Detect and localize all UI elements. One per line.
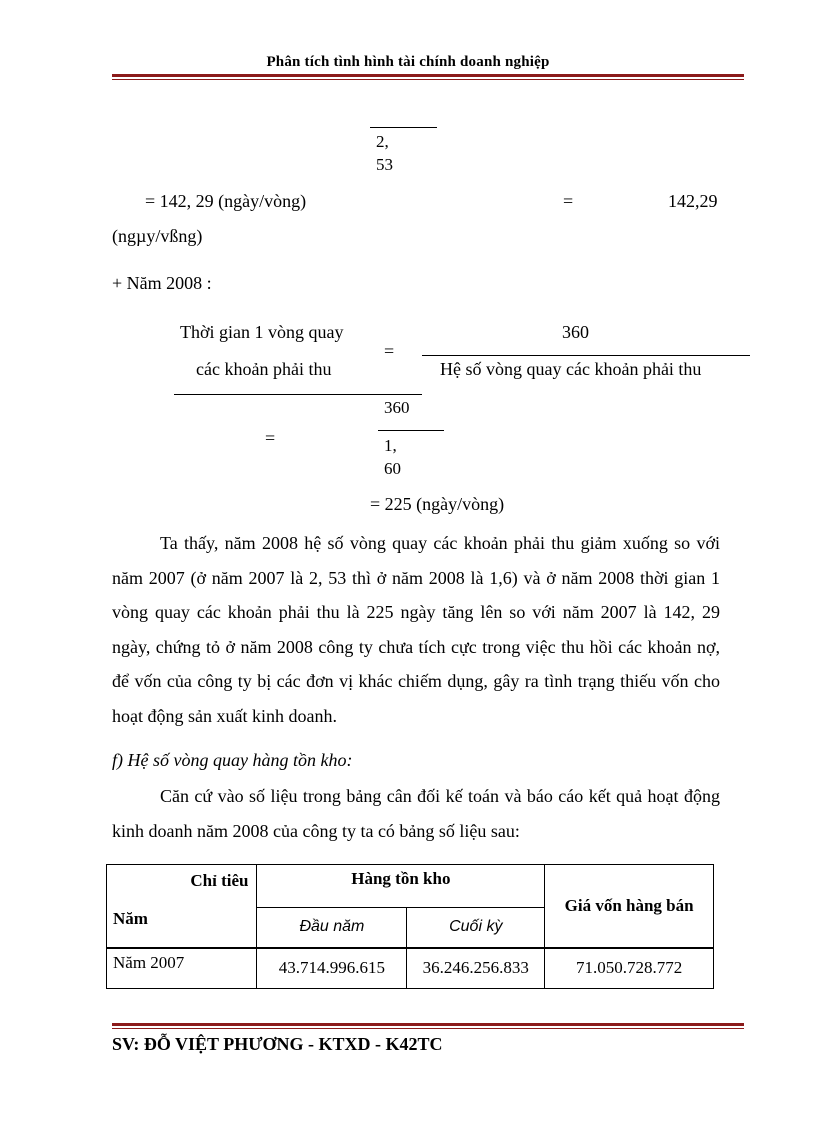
- row-end-value: 36.246.256.833: [407, 948, 545, 988]
- calc-fraction-bar: [378, 430, 444, 431]
- cost-header: Giá vốn hàng bán: [545, 865, 714, 949]
- calc-denominator-part1: 1,: [384, 436, 397, 455]
- section-f-heading: f) Hệ số vòng quay hàng tồn kho:: [112, 750, 353, 770]
- result-2007-unit: (ngµy/vßng): [112, 226, 203, 246]
- inventory-group-header: Hàng tồn kho: [257, 865, 545, 908]
- fraction-denominator-part2: 53: [376, 155, 393, 174]
- row-start-value: 43.714.996.615: [257, 948, 407, 988]
- formula-denominator: Hệ số vòng quay các khoản phải thu: [440, 359, 702, 379]
- result-2007-equals: =: [563, 191, 574, 211]
- page-header-title: Phân tích tình hình tài chính doanh nghiệp: [266, 54, 550, 70]
- analysis-paragraph: [112, 526, 720, 733]
- table-corner-cell: [107, 865, 257, 949]
- data-intro-text: Căn cứ vào số liệu trong bảng cân đối kế toán và báo cáo kết quả hoạt động kinh doanh năm 2008 của công ty ta có bảng số liệu sau:: [112, 786, 720, 841]
- formula-lhs-line1: Thời gian 1 vòng quay: [180, 322, 344, 342]
- formula-lhs-line2: các khoản phải thu: [196, 359, 332, 379]
- formula-underline: [174, 394, 422, 395]
- calc-equals: =: [265, 428, 276, 448]
- formula-numerator: 360: [562, 322, 589, 342]
- row-cost-value: 71.050.728.772: [545, 948, 714, 988]
- calc-result: = 225 (ngày/vòng): [370, 494, 505, 514]
- start-year-header: Đầu năm: [257, 907, 407, 948]
- end-period-header: Cuối kỳ: [407, 907, 545, 948]
- calc-numerator: 360: [384, 398, 410, 417]
- inventory-table: [106, 864, 714, 989]
- result-2007-right: 142,29: [668, 191, 718, 211]
- result-2007-left: = 142, 29 (ngày/vòng): [145, 191, 307, 211]
- formula-fraction-bar: [422, 355, 750, 356]
- data-intro-paragraph: [112, 779, 720, 848]
- row-year: Năm 2007: [107, 948, 257, 988]
- footer-student-info: SV: ĐỖ VIỆT PHƯƠNG - KTXD - K42TC: [112, 1034, 443, 1054]
- table-row: [107, 948, 714, 988]
- corner-header-bottom: Năm: [113, 909, 148, 928]
- year-2008-label: + Năm 2008 :: [112, 273, 212, 293]
- calc-denominator-part2: 60: [384, 459, 401, 478]
- corner-header-top: Chỉ tiêu: [190, 871, 249, 890]
- fraction-bar: [370, 127, 437, 128]
- fraction-denominator-part1: 2,: [376, 132, 389, 151]
- formula-equals: =: [384, 341, 395, 361]
- analysis-text: Ta thấy, năm 2008 hệ số vòng quay các khoản phải thu giảm xuống so với năm 2007 (ở năm 2007 là 2, 53 thì ở năm 2008 là 1,6) và ở năm 2008 thời gian 1 vòng quay các khoản phải thu là 225 ngày tăng lên so với năm 2007 là 142, 29 ngày, chứng tỏ ở năm 2008 công ty chưa tích cực trong việc thu hồi các khoản nợ, để vốn của công ty bị các đơn vị khác chiếm dụng, gây ra tình trạng thiếu vốn cho hoạt động sản xuất kinh doanh.: [112, 533, 720, 726]
